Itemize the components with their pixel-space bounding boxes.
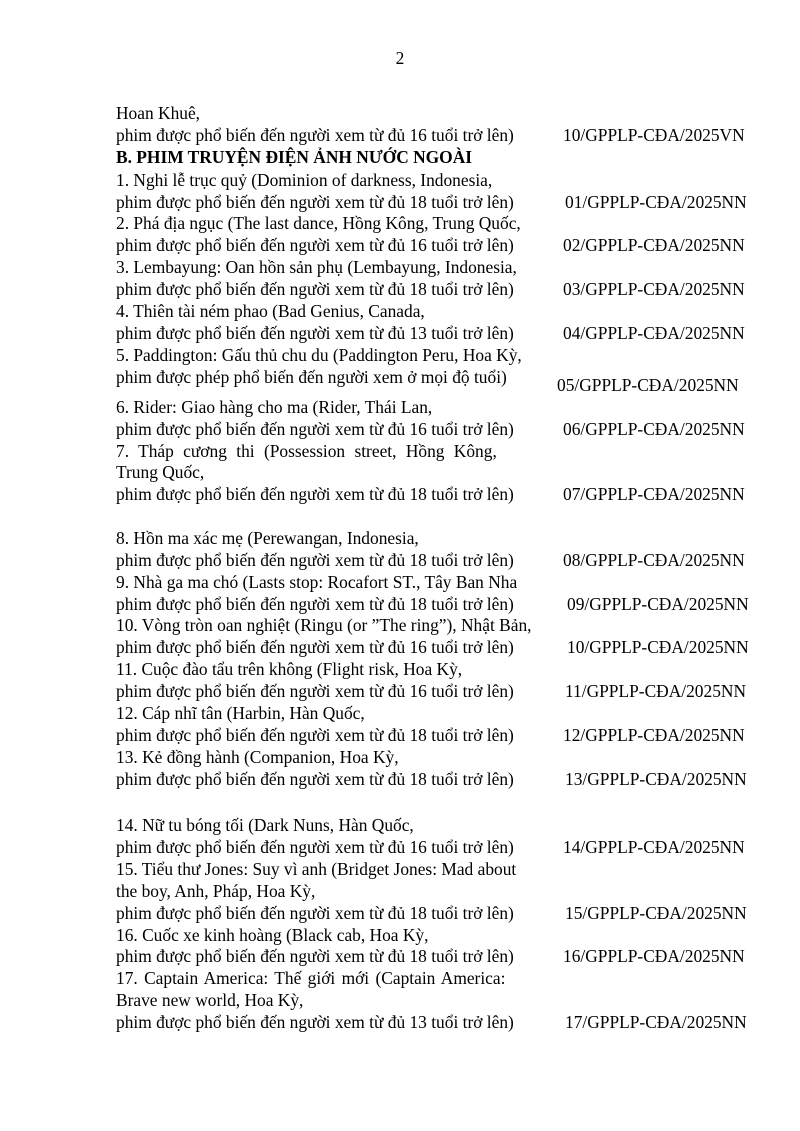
film-title: 17. Captain America: Thế giới mới (Captain America: (116, 968, 506, 988)
film-license-code: 17/GPPLP-CĐA/2025NN (565, 1012, 747, 1032)
film-title-continued: Trung Quốc, (116, 462, 205, 482)
film-license-code: 08/GPPLP-CĐA/2025NN (563, 550, 745, 570)
film-rating: phim được phổ biến đến người xem từ đủ 16 tuổi trở lên) (116, 637, 514, 657)
film-license-code: 12/GPPLP-CĐA/2025NN (563, 725, 745, 745)
section-heading: B. PHIM TRUYỆN ĐIỆN ẢNH NƯỚC NGOÀI (116, 147, 473, 167)
intro-rating: phim được phổ biến đến người xem từ đủ 16 tuổi trở lên) (116, 125, 514, 145)
film-rating: phim được phổ biến đến người xem từ đủ 18 tuổi trở lên) (116, 550, 514, 570)
film-title: 5. Paddington: Gấu thủ chu du (Paddington Peru, Hoa Kỳ, (116, 345, 522, 365)
film-license-code: 03/GPPLP-CĐA/2025NN (563, 279, 745, 299)
film-license-code: 13/GPPLP-CĐA/2025NN (565, 769, 747, 789)
film-license-code: 14/GPPLP-CĐA/2025NN (563, 837, 745, 857)
film-license-code: 15/GPPLP-CĐA/2025NN (565, 903, 747, 923)
film-rating: phim được phổ biến đến người xem từ đủ 18 tuổi trở lên) (116, 725, 514, 745)
film-title: 3. Lembayung: Oan hồn sản phụ (Lembayung, Indonesia, (116, 257, 517, 277)
film-rating: phim được phổ biến đến người xem từ đủ 18 tuổi trở lên) (116, 903, 514, 923)
intro-line: Hoan Khuê, (116, 103, 201, 123)
film-title: 4. Thiên tài ném phao (Bad Genius, Canada, (116, 301, 425, 321)
film-rating: phim được phổ biến đến người xem từ đủ 13 tuổi trở lên) (116, 1012, 514, 1032)
film-rating: phim được phép phổ biến đến người xem ở mọi độ tuổi) (116, 367, 507, 387)
film-title: 1. Nghi lễ trục quỷ (Dominion of darkness, Indonesia, (116, 170, 493, 190)
film-title: 15. Tiểu thư Jones: Suy vì anh (Bridget Jones: Mad about (116, 859, 517, 879)
film-license-code: 16/GPPLP-CĐA/2025NN (563, 946, 745, 966)
film-rating: phim được phổ biến đến người xem từ đủ 18 tuổi trở lên) (116, 594, 514, 614)
film-license-code: 01/GPPLP-CĐA/2025NN (565, 192, 747, 212)
film-license-code: 06/GPPLP-CĐA/2025NN (563, 419, 745, 439)
film-title: 9. Nhà ga ma chó (Lasts stop: Rocafort ST., Tây Ban Nha (116, 572, 518, 592)
film-title: 14. Nữ tu bóng tối (Dark Nuns, Hàn Quốc, (116, 815, 414, 835)
film-rating: phim được phổ biến đến người xem từ đủ 16 tuổi trở lên) (116, 419, 514, 439)
film-title-continued: Brave new world, Hoa Kỳ, (116, 990, 304, 1010)
film-title: 6. Rider: Giao hàng cho ma (Rider, Thái Lan, (116, 397, 433, 417)
film-title: 13. Kẻ đồng hành (Companion, Hoa Kỳ, (116, 747, 399, 767)
film-license-code: 11/GPPLP-CĐA/2025NN (565, 681, 747, 701)
film-title: 16. Cuốc xe kinh hoàng (Black cab, Hoa Kỳ, (116, 925, 429, 945)
film-license-code: 09/GPPLP-CĐA/2025NN (567, 594, 749, 614)
film-rating: phim được phổ biến đến người xem từ đủ 18 tuổi trở lên) (116, 279, 514, 299)
film-title: 12. Cáp nhĩ tân (Harbin, Hàn Quốc, (116, 703, 365, 723)
film-title: 8. Hồn ma xác mẹ (Perewangan, Indonesia, (116, 528, 419, 548)
film-title-continued: the boy, Anh, Pháp, Hoa Kỳ, (116, 881, 316, 901)
film-rating: phim được phổ biến đến người xem từ đủ 13 tuổi trở lên) (116, 323, 514, 343)
film-license-code: 02/GPPLP-CĐA/2025NN (563, 235, 745, 255)
film-rating: phim được phổ biến đến người xem từ đủ 18 tuổi trở lên) (116, 769, 514, 789)
film-title: 2. Phá địa ngục (The last dance, Hồng Kông, Trung Quốc, (116, 213, 521, 233)
intro-license-code: 10/GPPLP-CĐA/2025VN (563, 125, 745, 145)
film-title: 11. Cuộc đào tẩu trên không (Flight risk, Hoa Kỳ, (116, 659, 463, 679)
film-rating: phim được phổ biến đến người xem từ đủ 16 tuổi trở lên) (116, 235, 514, 255)
film-rating: phim được phổ biến đến người xem từ đủ 16 tuổi trở lên) (116, 681, 514, 701)
film-rating: phim được phổ biến đến người xem từ đủ 18 tuổi trở lên) (116, 946, 514, 966)
film-license-code: 04/GPPLP-CĐA/2025NN (563, 323, 745, 343)
film-license-code: 10/GPPLP-CĐA/2025NN (567, 637, 749, 657)
page-number: 2 (395, 48, 405, 68)
film-rating: phim được phổ biến đến người xem từ đủ 18 tuổi trở lên) (116, 192, 514, 212)
film-title: 7. Tháp cương thi (Possession street, Hồng Kông, (116, 441, 497, 461)
film-rating: phim được phổ biến đến người xem từ đủ 16 tuổi trở lên) (116, 837, 514, 857)
film-license-code: 05/GPPLP-CĐA/2025NN (557, 375, 739, 395)
film-rating: phim được phổ biến đến người xem từ đủ 18 tuổi trở lên) (116, 484, 514, 504)
film-title: 10. Vòng tròn oan nghiệt (Ringu (or ”The ring”), Nhật Bản, (116, 615, 532, 635)
film-license-code: 07/GPPLP-CĐA/2025NN (563, 484, 745, 504)
